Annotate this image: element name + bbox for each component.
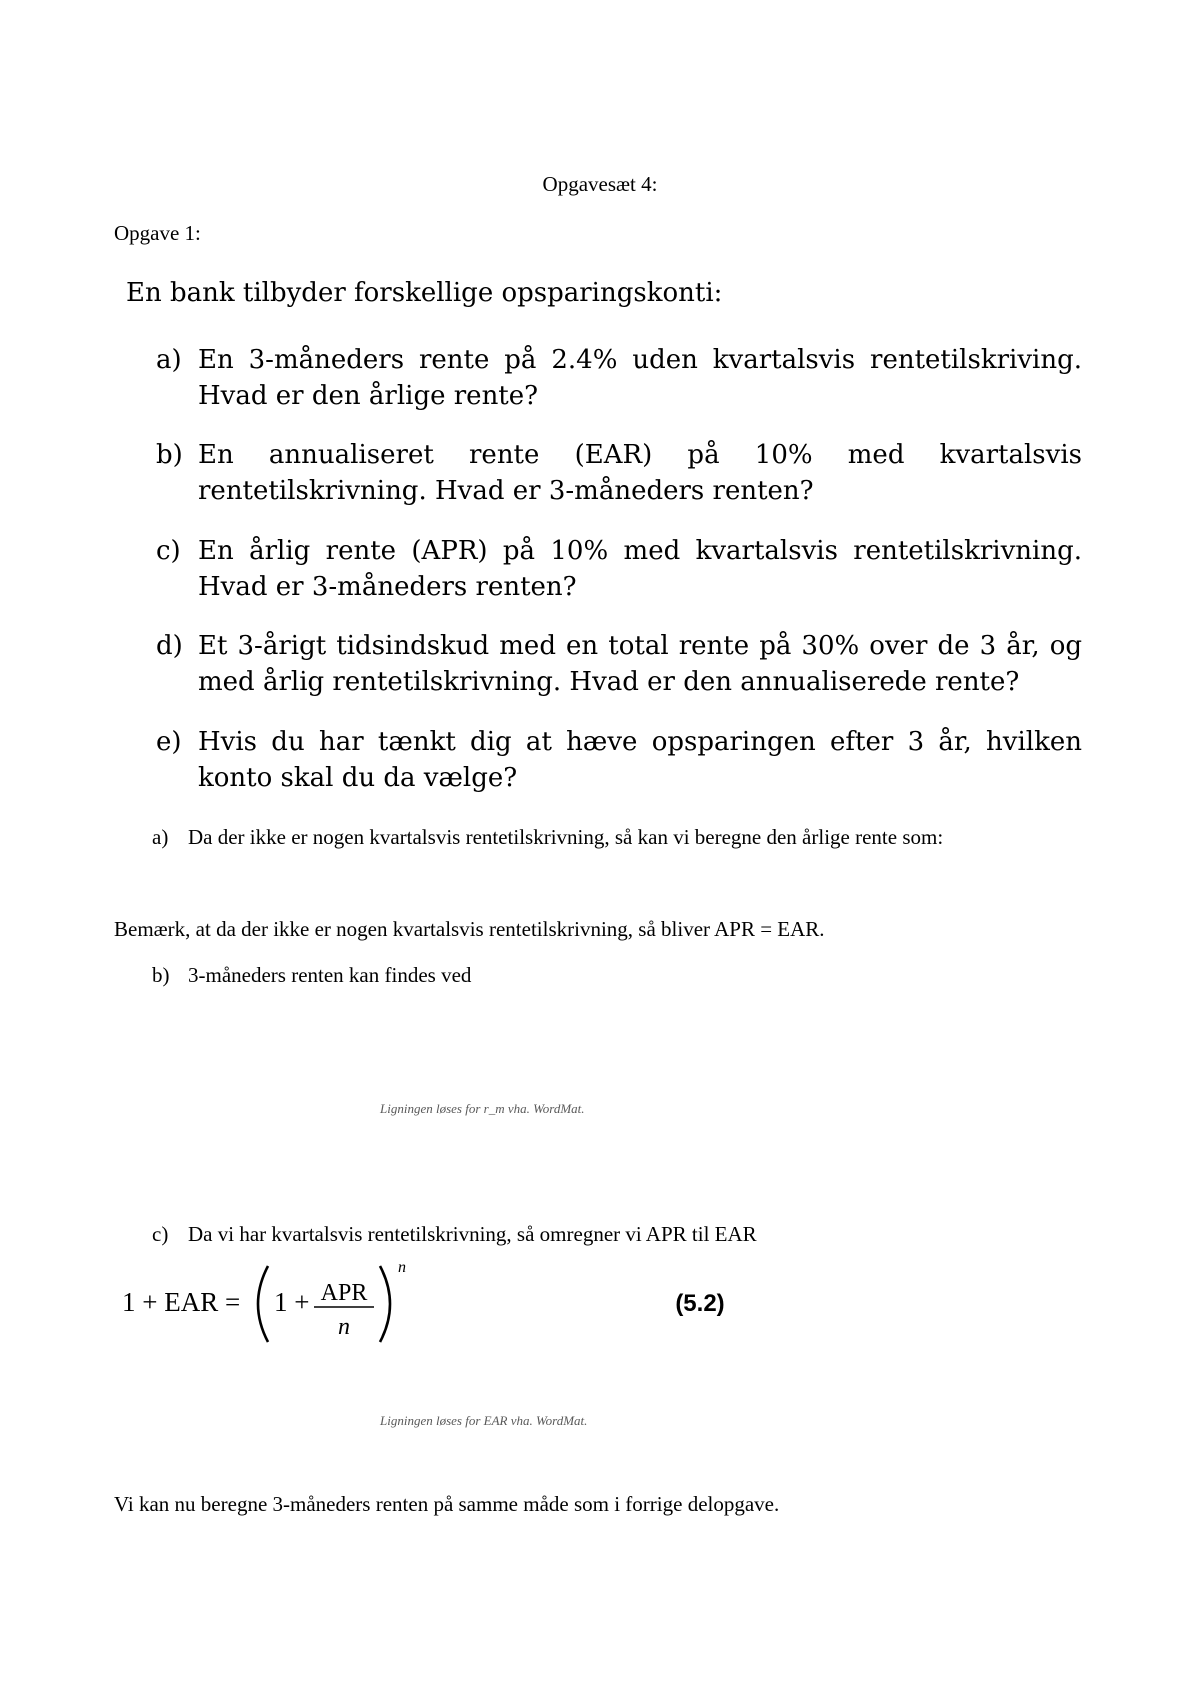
- solution-label: c): [152, 1222, 169, 1246]
- document-title: Opgavesæt 4:: [542, 172, 658, 196]
- ear-formula: [122, 1259, 762, 1352]
- formula-exponent: n: [398, 1259, 406, 1276]
- formula-svg: [122, 1259, 762, 1352]
- solution-c: [152, 1222, 757, 1247]
- solution-text: Da der ikke er nogen kvartalsvis rentetilskrivning, så kan vi beregne den årlige rente som:: [188, 825, 944, 849]
- right-paren: [380, 1266, 390, 1342]
- problem-item-label: a): [156, 345, 182, 375]
- formula-one-plus: 1 +: [274, 1287, 310, 1317]
- problem-item-text: Et 3-årigt tidsindskud med en total rente på 30% over de 3 år, og med årlig rentetilskrivning. Hvad er den annualiserede rente?: [198, 631, 1082, 697]
- solution-label: b): [152, 963, 170, 987]
- solution-b: [152, 963, 471, 988]
- solution-text: 3-måneders renten kan findes ved: [188, 963, 472, 987]
- problem-item-label: c): [156, 536, 181, 566]
- problem-intro: En bank tilbyder forskellige opsparingskonti:: [126, 278, 723, 308]
- problem-item-text: En årlig rente (APR) på 10% med kvartalsvis rentetilskrivning. Hvad er 3-måneders renten?: [198, 536, 1082, 602]
- equation-caption: Ligningen løses for r_m vha. WordMat.: [380, 1101, 585, 1116]
- conclusion-text: Vi kan nu beregne 3-måneders renten på samme måde som i forrige delopgave.: [114, 1492, 780, 1516]
- problem-item-label: b): [156, 440, 183, 470]
- problem-item-label: d): [156, 631, 183, 661]
- remark-text: Bemærk, at da der ikke er nogen kvartalsvis rentetilskrivning, så bliver APR = EAR.: [114, 917, 825, 941]
- equation-caption: Ligningen løses for EAR vha. WordMat.: [380, 1413, 588, 1428]
- solution-label: a): [152, 825, 169, 849]
- formula-denominator: n: [338, 1314, 350, 1340]
- problem-item-text: Hvis du har tænkt dig at hæve opsparingen efter 3 år, hvilken konto skal du da vælge?: [198, 727, 1082, 793]
- problem-item-text: En 3-måneders rente på 2.4% uden kvartalsvis rentetilskriving. Hvad er den årlige rente?: [198, 345, 1082, 411]
- left-paren: [258, 1266, 268, 1342]
- equation-number: (5.2): [675, 1290, 725, 1317]
- formula-lhs: 1 + EAR =: [122, 1287, 241, 1317]
- problem-item-text: En annualiseret rente (EAR) på 10% med kvartalsvis rentetilskrivning. Hvad er 3-måneders renten?: [198, 440, 1082, 506]
- solution-text: Da vi har kvartalsvis rentetilskrivning, så omregner vi APR til EAR: [188, 1222, 757, 1246]
- solution-a: [152, 825, 943, 850]
- problem-item-label: e): [156, 727, 182, 757]
- formula-numerator: APR: [320, 1280, 368, 1306]
- exercise-heading: Opgave 1:: [114, 221, 201, 245]
